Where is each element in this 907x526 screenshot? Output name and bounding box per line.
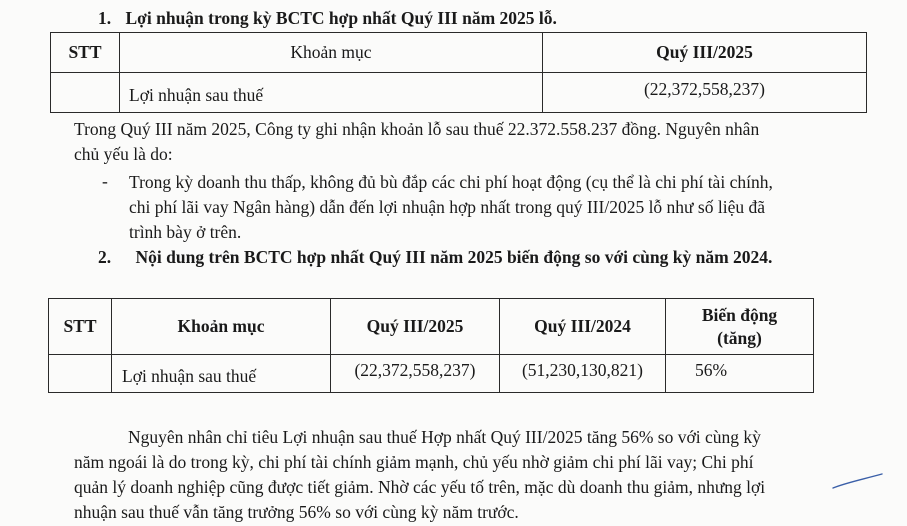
paragraph-line: năm ngoái là do trong kỳ, chi phí tài chính giảm mạnh, chủ yếu nhờ giảm chi phí lãi vay; Chi phí	[74, 452, 754, 472]
paragraph-line: chủ yếu là do:	[74, 144, 173, 164]
table-header-row	[49, 299, 814, 355]
cell-q3-2025: (22,372,558,237)	[331, 355, 500, 393]
header-q3-2024: Quý III/2024	[500, 299, 666, 355]
profit-comparison-table	[48, 298, 814, 393]
cell-change: 56%	[666, 355, 814, 393]
cell-stt	[49, 355, 112, 393]
cell-item: Lợi nhuận sau thuế	[120, 73, 543, 113]
bullet-text	[129, 170, 773, 245]
header-change-line2: (tăng)	[717, 327, 762, 348]
bullet-marker: -	[102, 171, 108, 191]
table-row	[51, 73, 867, 113]
section-2-number: 2.	[98, 247, 112, 267]
header-stt: STT	[51, 33, 120, 73]
section-1-heading	[98, 8, 557, 29]
profit-table-q3-2025	[50, 32, 867, 113]
cell-stt	[51, 73, 120, 113]
table-header-row	[51, 33, 867, 73]
header-item: Khoản mục	[120, 33, 543, 73]
paragraph-line: Nguyên nhân chỉ tiêu Lợi nhuận sau thuế Hợp nhất Quý III/2025 tăng 56% so với cùng kỳ	[128, 427, 761, 447]
bullet-line: chi phí lãi vay Ngân hàng) dẫn đến lợi nhuận hợp nhất trong quý III/2025 lỗ như số liệu đã	[129, 197, 765, 217]
cell-q3-2024: (51,230,130,821)	[500, 355, 666, 393]
bullet-line: Trong kỳ doanh thu thấp, không đủ bù đắp các chi phí hoạt động (cụ thể là chi phí tài chính,	[129, 172, 773, 192]
header-change-line1: Biến động	[701, 304, 778, 325]
header-change	[666, 299, 814, 355]
loss-explanation-paragraph	[74, 117, 759, 167]
bullet-line: trình bày ở trên.	[129, 222, 242, 242]
cell-item: Lợi nhuận sau thuế	[112, 355, 331, 393]
paragraph-line: Trong Quý III năm 2025, Công ty ghi nhận khoản lỗ sau thuế 22.372.558.237 đồng. Nguyên nhân	[74, 119, 760, 139]
paragraph-line: nhuận sau thuế vẫn tăng trưởng 56% so với cùng kỳ năm trước.	[74, 502, 519, 522]
header-q3-2025: Quý III/2025	[331, 299, 500, 355]
pen-strike-mark	[830, 472, 890, 496]
header-stt: STT	[49, 299, 112, 355]
section-1-title: Lợi nhuận trong kỳ BCTC hợp nhất Quý III năm 2025 lỗ.	[125, 8, 557, 28]
table-row	[49, 355, 814, 393]
header-q3-2025: Quý III/2025	[543, 33, 867, 73]
header-item: Khoản mục	[112, 299, 331, 355]
section-2-title: Nội dung trên BCTC hợp nhất Quý III năm 2025 biến động so với cùng kỳ năm 2024.	[135, 247, 773, 267]
section-1-number: 1.	[98, 8, 112, 28]
paragraph-line: quản lý doanh nghiệp cũng được tiết giảm. Nhờ các yếu tố trên, mặc dù doanh thu giảm, nhưng lợi	[74, 477, 766, 497]
cell-q3-2025: (22,372,558,237)	[543, 73, 867, 113]
increase-explanation-paragraph	[74, 425, 765, 525]
section-2-heading	[98, 247, 772, 268]
